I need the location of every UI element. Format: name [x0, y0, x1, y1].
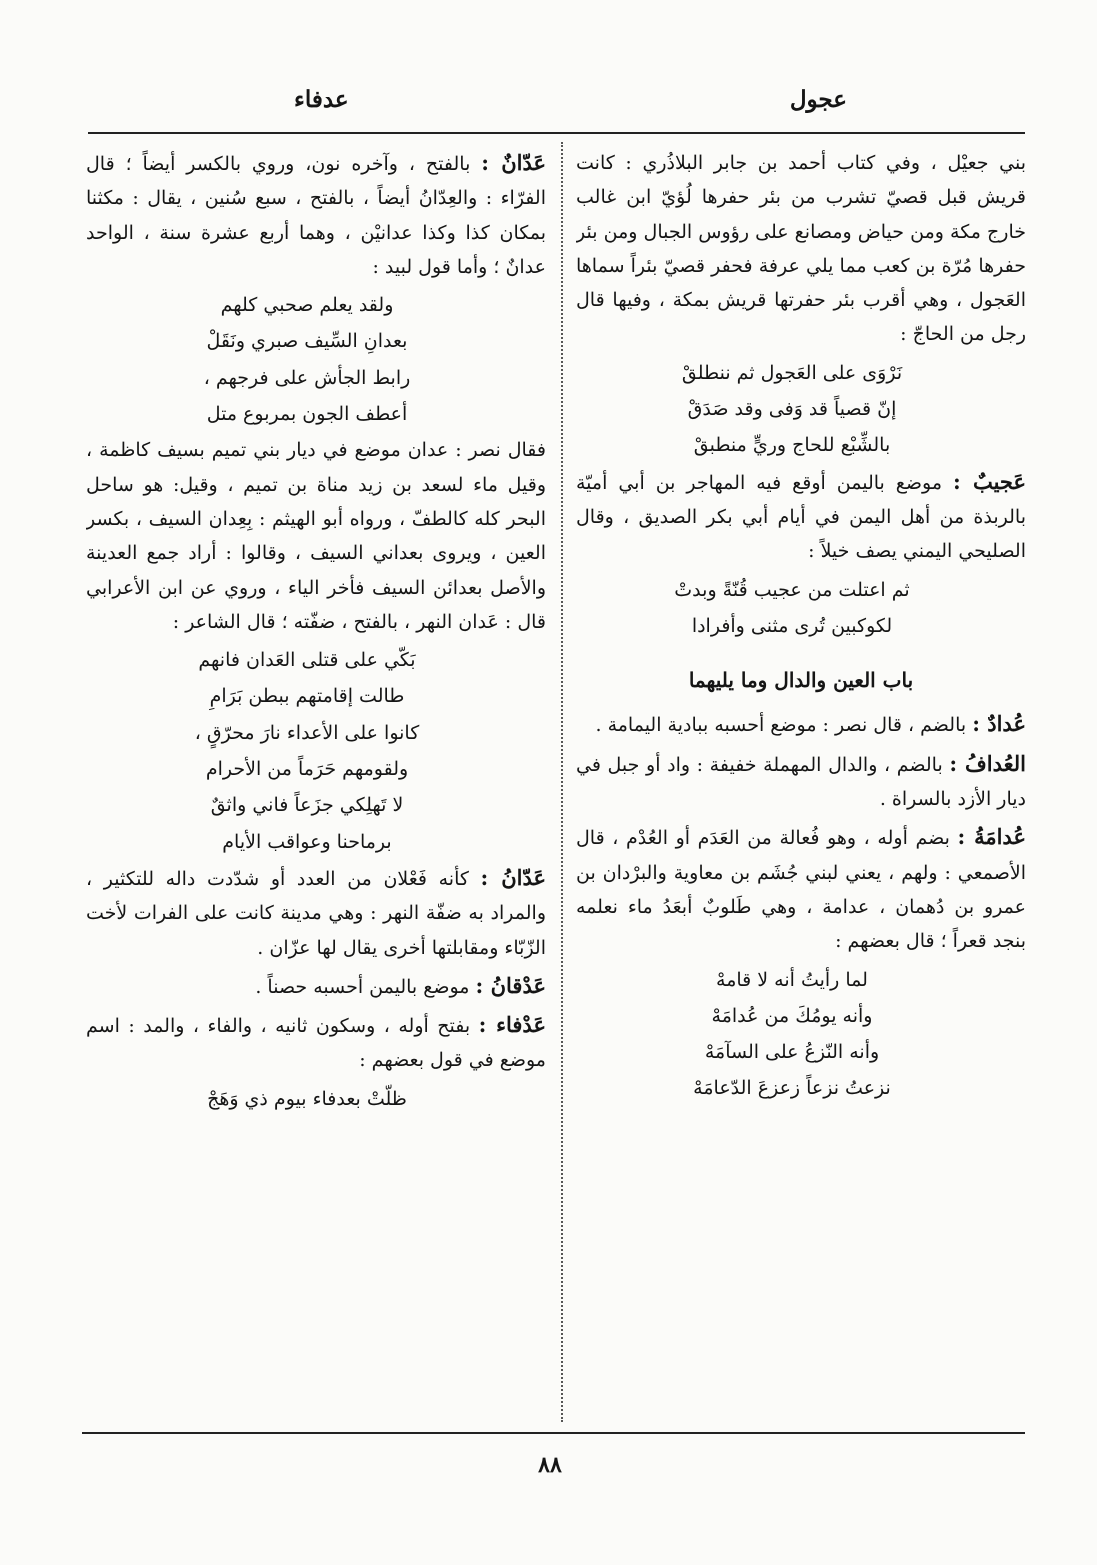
entry-headword: عَدّانٌ :	[481, 150, 546, 175]
entry-headword: عُدادٌ :	[972, 711, 1026, 737]
verse-ajul	[576, 356, 1026, 463]
verse-line: بَكّي على قتلى العَدان فانهم	[198, 649, 416, 672]
entry-udaf	[576, 747, 1026, 817]
verse-udama	[576, 963, 1026, 1106]
verse-line: ظلّتْ بعدفاء بيوم ذي وَهَجْ	[207, 1087, 407, 1110]
entry-text: بالضم ، والدال المهملة خفيفة : واد أو جبل في ديار الأزد بالسراة .	[576, 753, 1026, 811]
verse-line: لكوكبين تُرى مثنى وأفرادا	[691, 614, 893, 637]
entry-text: كأنه فَعْلان من العدد أو شدّدت داله للتكثير ، والمراد به ضفّة النهر : وهي مدينة كانت على الفرات لأخت الزّبّاء ومقابلتها أخرى يقال لها عزّان .	[86, 867, 546, 959]
verse-line: أعطف الجون بمربوع متل	[206, 403, 408, 426]
entry-text: بالفتح ، وآخره نون، وروي بالكسر أيضاً ؛ قال الفرّاء : والعِدّانُ أيضاً ، بالفتح ، سبع سُنين ، يقال : مكثنا بمكان كذا وكذا عدانيْن ، وهما أربع عشرة سنة ، الواحد عدانٌ ؛ وأما قول لبيد :	[86, 153, 546, 278]
entry-text: بالضم ، قال نصر : موضع أحسبه ببادية اليمامة .	[595, 714, 973, 737]
entry-headword: عَدّانُ :	[480, 864, 546, 890]
verse-line: وأنه يومُكَ من عُدامَهْ	[711, 1004, 873, 1027]
paragraph-nasr: فقال نصر : عدان موضع في ديار بني تميم بسيف كاظمة ، وقيل ماء لسعد بن زيد مناة بن تميم ، وقيل: هو ساحل البحر كله كالطفّ ، ورواه أبو الهيثم : بِعِدان السيف ، بكسر العين ، ويروى بعداني السيف ، وقالوا : أراد جمع العدينة والأصل بعدائن السيف فأخر الياء ، وروي عن ابن الأعرابي قال : عَدان النهر ، بالفتح ، ضفّته ؛ قال الشاعر :	[86, 439, 546, 633]
verse-line: نَرْوَى على العَجول ثم ننطلقْ	[681, 361, 903, 384]
verse-line: بعدانِ السِّيف صبري ونَقَلْ	[206, 330, 408, 353]
entry-ajeeb	[576, 465, 1026, 569]
entry-headword: عَجيبٌ :	[952, 468, 1026, 494]
verse-line: نزعتُ نزعاً زعزعَ الدّعامَهْ	[693, 1077, 891, 1100]
entry-headword: عَدْفاء :	[478, 1012, 546, 1038]
verse-shaer	[86, 643, 546, 859]
header-left-word: عدفاء	[294, 86, 349, 113]
entry-text: موضع باليمن أوقع فيه المهاجر بن أبي أميّة بالربذة من أهل اليمن في أيام أبي بكر الصديق ، وقال الصليحي اليمني يصف خيلاً :	[576, 471, 1026, 563]
section-title: باب العين والدال وما يليهما	[688, 668, 914, 693]
verse-line: برماحنا وعواقب الأيام	[222, 830, 392, 853]
verse-line: إنّ قصياً قد وَفى وقد صَدَقْ	[687, 398, 897, 421]
entry-text: بضم أوله ، وهو فُعالة من العَدَم أو العُدْم ، قال الأصمعي : ولهم ، يعني لبني جُشَم بن معاوية والبرْدان بن عمرو بن دُهمان ، عدامة ، وهي طَلوبٌ أبعَدُ ماء نعلمه بنجد قعراً ؛ قال بعضهم :	[576, 827, 1026, 953]
bottom-rule	[82, 1432, 1025, 1434]
entry-udad	[576, 707, 1026, 742]
left-column	[86, 146, 546, 1426]
entry-adqan	[86, 969, 546, 1004]
verse-labid	[86, 288, 546, 431]
verse-line: ثم اعتلت من عجيب قُنّةً وبدتْ	[674, 578, 910, 601]
verse-ajeeb	[576, 573, 1026, 644]
verse-line: رابط الجأش على فرجهم ،	[203, 366, 411, 389]
entry-udama	[576, 820, 1026, 958]
verse-adfa	[86, 1082, 546, 1116]
page-number: ٨٨	[538, 1452, 562, 1478]
verse-line: طالت إقامتهم ببطن بَرَامِ	[209, 685, 405, 708]
page-header	[90, 80, 1025, 120]
verse-line: لا تَهلِكي جزَعاً فاني واثقٌ	[210, 794, 404, 817]
entry-headword: عُدامَةُ :	[957, 824, 1026, 850]
entry-adfa	[86, 1008, 546, 1078]
header-right-word: عجول	[789, 86, 847, 113]
verse-line: بالشِّبْع للحاج وريٍّ منطبقْ	[693, 434, 891, 457]
verse-line: لما رأيتُ أنه لا قامهْ	[716, 968, 868, 991]
entry-addanu	[86, 861, 546, 965]
top-rule	[88, 132, 1025, 134]
verse-line: ولقد يعلم صحبي كلهم	[220, 294, 394, 317]
entry-addan	[86, 146, 546, 284]
entry-text: موضع باليمن أحسبه حصناً .	[255, 975, 476, 998]
entry-headword: عَدْقانُ :	[475, 972, 546, 998]
paragraph-bani-jaeel: بني جعيْل ، وفي كتاب أحمد بن جابر البلاذُري : كانت قريش قبل قصيّ تشرب من بئر حفرها لُؤيّ ابن غالب خارج مكة ومن حياض ومصانع على رؤوس الجبال ومن بئر حفرها مُرّة بن كعب مما يلي عرفة فحفر قصيّ بئراً سماها العَجول ، وهي أقرب بئر حفرتها قريش بمكة ، وفيها قال رجل من الحاجّ :	[576, 152, 1026, 346]
column-divider	[561, 142, 563, 1422]
verse-line: كانوا على الأعداء نارَ محرّقٍ ،	[194, 721, 420, 744]
verse-line: وأنه النّزعُ على السآمَهْ	[704, 1041, 880, 1064]
verse-line: ولقومهم حَرَماً من الأحرام	[205, 758, 409, 781]
entry-headword: العُدافُ :	[949, 750, 1026, 776]
right-column	[576, 146, 1026, 1426]
entry-text: بفتح أوله ، وسكون ثانيه ، والفاء ، والمد : اسم موضع في قول بعضهم :	[86, 1015, 546, 1072]
